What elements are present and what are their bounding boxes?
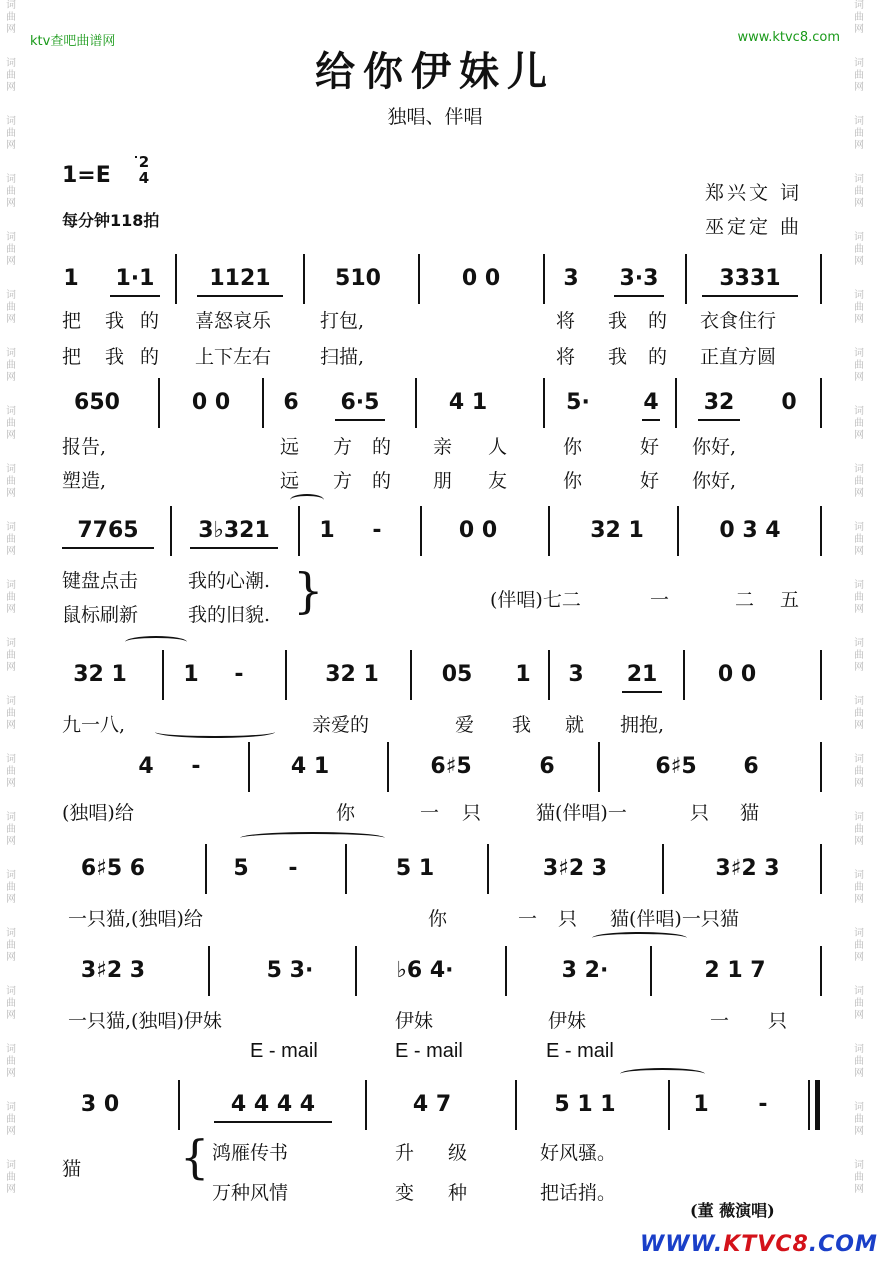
note-group: 2 1 7	[704, 958, 766, 983]
note-group: 510	[335, 266, 381, 291]
key-signature: 1=E	[62, 163, 111, 188]
side-watermark-text: 词曲网	[6, 1044, 16, 1079]
note-group: 1121	[195, 266, 285, 291]
note-group: 32 1	[73, 662, 127, 687]
side-watermark-text: 词曲网	[6, 522, 16, 557]
notation-row-4	[0, 650, 870, 702]
note-group: 4 1	[448, 390, 488, 415]
side-watermark-text: 词曲网	[854, 290, 864, 325]
note-group: 3♯2 3	[542, 856, 608, 881]
side-watermark-text: 词曲网	[854, 1160, 864, 1195]
tie-mark	[125, 636, 187, 648]
side-watermark-text: 词曲网	[854, 1102, 864, 1137]
lyrics-line8-cat: 猫	[62, 1158, 82, 1180]
side-watermark-text: 词曲网	[6, 1102, 16, 1137]
lyrics-line4: 九一八, 亲爱的 爱 我 就 拥抱,	[62, 714, 665, 736]
side-watermark-text: 词曲网	[854, 522, 864, 557]
note-group: 6·5	[333, 390, 387, 415]
side-watermark-text: 词曲网	[6, 812, 16, 847]
side-watermark-text: 词曲网	[854, 638, 864, 673]
side-watermark-text: 词曲网	[854, 58, 864, 93]
note: 6	[539, 754, 555, 779]
note-group: 6♯5	[655, 754, 697, 779]
lyrics-v1-line2: 报告, 远 方 的 亲 人 你 好 你好,	[62, 436, 737, 458]
notation-row-1	[0, 254, 870, 306]
note-group: 3♯2 3	[80, 958, 146, 983]
side-watermark-text: 词曲网	[854, 754, 864, 789]
notation-row-2	[0, 378, 870, 430]
side-watermark-text: 词曲网	[854, 0, 864, 35]
note: 1	[319, 518, 335, 543]
dash: -	[234, 662, 244, 687]
note: 0	[781, 390, 797, 415]
note-group: 3♭321	[188, 518, 280, 543]
note: 3	[563, 266, 579, 291]
note: 5·	[566, 390, 590, 415]
note: 1	[63, 266, 79, 291]
note-group: 32	[696, 390, 742, 415]
side-watermark-text: 词曲网	[854, 928, 864, 963]
note: 6	[743, 754, 759, 779]
dash: -	[288, 856, 298, 881]
side-watermark-text: 词曲网	[6, 464, 16, 499]
singer-credit: (董 薇演唱)	[690, 1201, 775, 1220]
note: 1	[693, 1092, 709, 1117]
tie-mark	[240, 832, 385, 844]
dash: -	[372, 518, 382, 543]
tie-mark	[290, 494, 324, 506]
side-watermark-text: 词曲网	[854, 1044, 864, 1079]
note-group: 32 1	[590, 518, 644, 543]
note-group: 0 0	[458, 518, 498, 543]
note-group: 6♯5 6	[80, 856, 146, 881]
site-watermark-left: ktv查吧曲谱网	[30, 34, 116, 49]
note-group: 05	[441, 662, 473, 687]
side-watermark-text: 词曲网	[854, 116, 864, 151]
note-group: 5 3·	[266, 958, 314, 983]
note-group: 3331	[700, 266, 800, 291]
notation-row-7	[0, 946, 870, 998]
note-group: 0 0	[191, 390, 231, 415]
side-watermark-text: 词曲网	[6, 348, 16, 383]
notation-row-3	[0, 506, 870, 558]
tie-mark	[592, 932, 687, 944]
side-watermark-text: 词曲网	[6, 290, 16, 325]
side-watermark-text: 词曲网	[6, 580, 16, 615]
note: 1	[183, 662, 199, 687]
note: 6	[283, 390, 299, 415]
note: 1	[515, 662, 531, 687]
note-group: 21	[620, 662, 664, 687]
side-watermark-text: 词曲网	[6, 174, 16, 209]
notation-row-5	[0, 742, 870, 794]
note-group: 4 1	[290, 754, 330, 779]
note-group: 5 1 1	[554, 1092, 616, 1117]
dash: -	[191, 754, 201, 779]
tempo-marking: 每分钟118拍	[62, 211, 160, 230]
side-watermark-text: 词曲网	[854, 986, 864, 1021]
side-watermark-text: 词曲网	[6, 928, 16, 963]
side-watermark-text: 词曲网	[854, 870, 864, 905]
note-group: 4 4 4 4	[212, 1092, 334, 1117]
song-subtitle: 独唱、伴唱	[387, 106, 483, 128]
time-top: 2	[138, 153, 150, 171]
note: 5	[233, 856, 249, 881]
note-group: 7765	[60, 518, 156, 543]
lyrics-v2-line2: 塑造, 远 方 的 朋 友 你 好 你好,	[62, 470, 737, 492]
lyrics-v1-line1: 把 我 的 喜怒哀乐 打包, 将 我 的 衣食住行	[62, 310, 777, 332]
side-watermark-text: 词曲网	[854, 232, 864, 267]
note-group: 0 3 4	[719, 518, 781, 543]
time-bottom: 4	[138, 169, 150, 187]
lyrics-v2-line3: 鼠标刷新 我的旧貌.	[62, 604, 271, 626]
note-group: 3 2·	[561, 958, 609, 983]
email-line: E - mail E - mail E - mail	[250, 1040, 614, 1062]
note-group: ♭6 4·	[396, 958, 454, 983]
side-watermark-text: 词曲网	[6, 638, 16, 673]
side-watermark-text: 词曲网	[854, 174, 864, 209]
side-watermark-text: 词曲网	[854, 812, 864, 847]
notation-row-6	[0, 844, 870, 896]
note-group: 0 0	[461, 266, 501, 291]
note-group: 1·1	[108, 266, 162, 291]
side-watermark-text: 词曲网	[6, 696, 16, 731]
tie-mark	[620, 1068, 705, 1080]
note-group: 650	[74, 390, 120, 415]
composer-credit: 巫定定 曲	[705, 216, 803, 238]
side-watermark-text: 词曲网	[854, 406, 864, 441]
note-group: 32 1	[325, 662, 379, 687]
note: 4	[138, 754, 154, 779]
lyricist-credit: 郑兴文 词	[705, 182, 803, 204]
side-watermark-text: 词曲网	[6, 232, 16, 267]
side-watermark-text: 词曲网	[6, 0, 16, 35]
side-watermark-text: 词曲网	[6, 116, 16, 151]
side-watermark-text: 词曲网	[854, 348, 864, 383]
lyrics-v2-line1: 把 我 的 上下左右 扫描, 将 我 的 正直方圆	[62, 346, 777, 368]
side-watermark-text: 词曲网	[6, 406, 16, 441]
time-signature	[135, 154, 153, 186]
note-group: 0 0	[717, 662, 757, 687]
site-watermark-right: www.ktvc8.com	[737, 30, 840, 45]
side-watermark-text: 词曲网	[854, 580, 864, 615]
note-group: 5 1	[395, 856, 435, 881]
side-watermark-text: 词曲网	[6, 754, 16, 789]
dash: -	[758, 1092, 768, 1117]
side-watermark-text: 词曲网	[6, 986, 16, 1021]
note-group: 4 7	[412, 1092, 452, 1117]
side-watermark-text: 词曲网	[6, 870, 16, 905]
side-watermark-text: 词曲网	[854, 464, 864, 499]
side-watermark-text: 词曲网	[6, 58, 16, 93]
note: 4	[640, 390, 662, 415]
lyrics-line5: (独唱)给 你 一 只 猫(伴唱)一 只 猫	[62, 802, 760, 824]
brace: }	[293, 563, 324, 619]
lyrics-v1-line3: 键盘点击 我的心潮.	[62, 570, 271, 592]
notation-row-8	[0, 1080, 870, 1132]
chorus-line: (伴唱)七二 一 二 五	[490, 589, 800, 611]
lyrics-v1-line8: 鸿雁传书 升 级 好风骚。	[212, 1142, 617, 1164]
lyrics-line6: 一只猫,(独唱)给 你 一 只 猫(伴唱)一只猫	[68, 908, 739, 930]
tie-mark	[155, 726, 275, 738]
lyrics-line7: 一只猫,(独唱)伊妹 伊妹 伊妹 一 只	[68, 1010, 788, 1032]
note-group: 3 0	[80, 1092, 120, 1117]
brace: {	[180, 1130, 210, 1184]
note-group: 6♯5	[430, 754, 472, 779]
note: 3	[568, 662, 584, 687]
song-title: 给你伊妹儿	[315, 48, 555, 95]
side-watermark-text: 词曲网	[6, 1160, 16, 1195]
note-group: 3♯2 3	[715, 856, 780, 881]
side-watermark-text: 词曲网	[854, 696, 864, 731]
lyrics-v2-line8: 万种风情 变 种 把话捎。	[212, 1182, 617, 1204]
note-group: 3·3	[612, 266, 666, 291]
site-logo-watermark: WWW.KTVC8.COM	[640, 1232, 878, 1257]
